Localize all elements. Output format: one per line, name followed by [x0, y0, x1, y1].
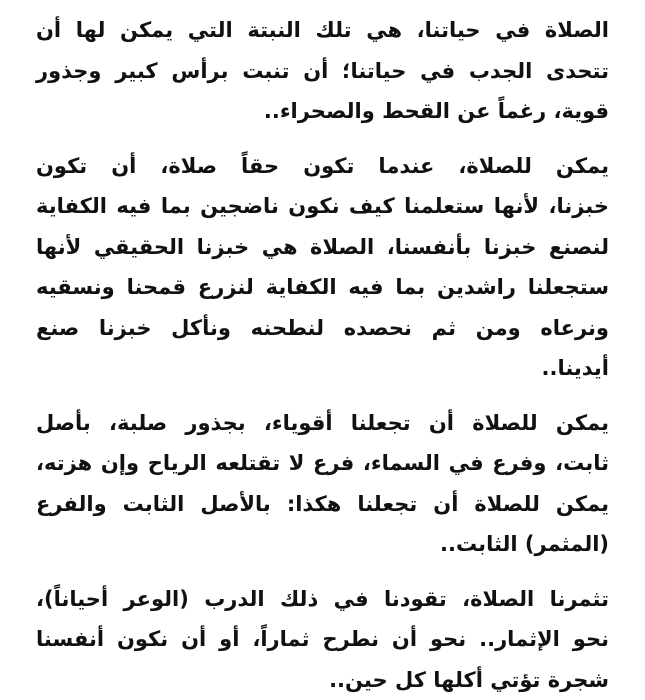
text-line: ونرعاه ومن ثم نحصده لنطحنه ونأكل خبزنا صنع [36, 315, 609, 340]
text-line: ثابت، وفرع في السماء، فرع لا تقتلعه الرياح وإن هزته، [36, 451, 609, 475]
text-line: يمكن للصلاة أن تجعلنا هكذا: بالأصل الثابت والفرع [36, 491, 609, 516]
paragraph-3 [36, 403, 609, 565]
text-line: نحو الإثمار.. نحو أن نطرح ثماراً، أو أن نكون أنفسنا [36, 627, 609, 651]
text-line: قوية، رغماً عن القحط والصحراء.. [263, 99, 609, 123]
paragraph-4 [36, 579, 609, 700]
text-line: تتحدى الجدب في حياتنا؛ أن تنبت برأس كبير وجذور [36, 58, 609, 83]
text-line: يمكن للصلاة، عندما تكون حقاً صلاة، أن تكون [36, 153, 609, 178]
text-line: شجرة تؤتي أكلها كل حين.. [329, 667, 609, 692]
text-line: تثمرنا الصلاة، تقودنا في ذلك الدرب (الوعر أحياناً)، [36, 586, 609, 611]
text-line: أيدينا.. [541, 356, 609, 380]
text-line: الصلاة في حياتنا، هي تلك النبتة التي يمكن لها أن [36, 18, 609, 42]
text-line: لنصنع خبزنا بأنفسنا، الصلاة هي خبزنا الحقيقي لأنها [36, 234, 609, 259]
text-line: ستجعلنا راشدين بما فيه الكفاية لنزرع قمحنا ونسقيه [36, 275, 609, 299]
paragraph-2 [36, 146, 609, 389]
text-line: يمكن للصلاة أن تجعلنا أقوياء، بجذور صلبة، بأصل [36, 410, 609, 435]
paragraph-1 [36, 10, 609, 132]
text-line: خبزنا، لأنها ستعلمنا كيف نكون ناضجين بما فيه الكفاية [36, 194, 609, 218]
text-line: (المثمر) الثابت.. [440, 532, 609, 556]
